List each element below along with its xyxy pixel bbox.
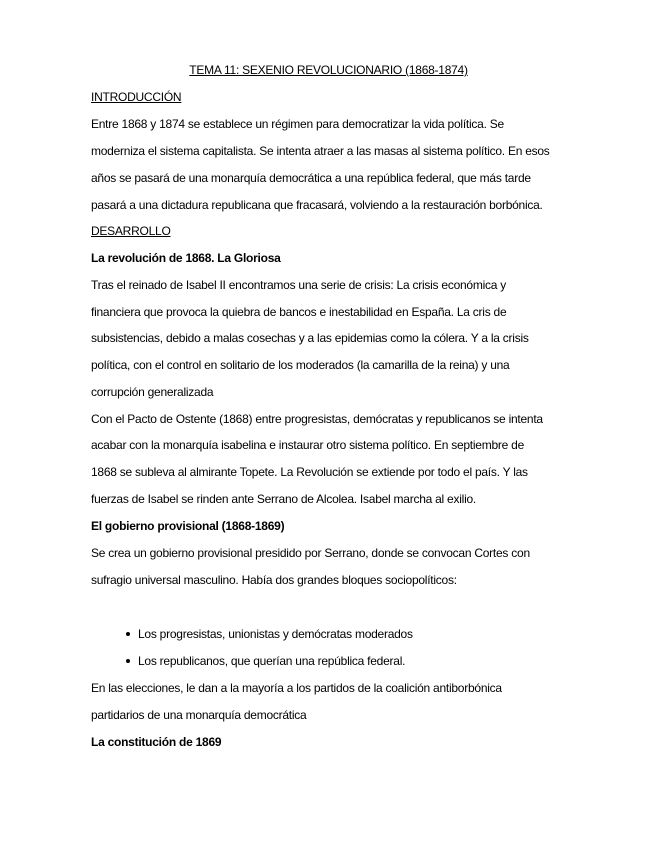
intro-line: años se pasará de una monarquía democrática a una república federal, que más tarde	[91, 171, 531, 185]
intro-line: moderniza el sistema capitalista. Se intenta atraer a las masas al sistema político. En esos	[91, 144, 550, 158]
bullet-icon	[126, 632, 130, 636]
intro-line: pasará a una dictadura republicana que fracasará, volviendo a la restauración borbónica.	[91, 198, 543, 212]
body-line: partidarios de una monarquía democrática	[91, 708, 307, 722]
intro-line: Entre 1868 y 1874 se establece un régimen para democratizar la vida política. Se	[91, 117, 504, 131]
body-line: financiera que provoca la quiebra de bancos e inestabilidad en España. La cris de	[91, 305, 507, 319]
body-line: corrupción generalizada	[91, 385, 214, 399]
body-line: subsistencias, debido a malas cosechas y a las epidemias como la cólera. Y a la crisis	[91, 331, 529, 345]
section-heading-provisional-government: El gobierno provisional (1868-1869)	[91, 519, 285, 533]
body-line: fuerzas de Isabel se rinden ante Serrano de Alcolea. Isabel marcha al exilio.	[91, 492, 476, 506]
body-line: Con el Pacto de Ostente (1868) entre progresistas, demócratas y republicanos se intenta	[91, 412, 543, 426]
development-heading: DESARROLLO	[91, 224, 171, 238]
body-line: Se crea un gobierno provisional presidido por Serrano, donde se convocan Cortes con	[91, 546, 530, 560]
bullet-item: Los republicanos, que querían una república federal.	[138, 654, 406, 668]
bullet-item: Los progresistas, unionistas y demócratas moderados	[138, 627, 413, 641]
body-line: acabar con la monarquía isabelina e instaurar otro sistema político. En septiembre de	[91, 438, 524, 452]
body-line: sufragio universal masculino. Había dos grandes bloques sociopolíticos:	[91, 573, 457, 587]
section-heading-constitution: La constitución de 1869	[91, 735, 222, 749]
body-line: En las elecciones, le dan a la mayoría a los partidos de la coalición antiborbónica	[91, 681, 502, 695]
body-line: política, con el control en solitario de los moderados (la camarilla de la reina) y una	[91, 358, 510, 372]
body-line: 1868 se subleva al almirante Topete. La Revolución se extiende por todo el país. Y las	[91, 465, 528, 479]
body-line: Tras el reinado de Isabel II encontramos una serie de crisis: La crisis económica y	[91, 278, 507, 292]
section-heading-revolution: La revolución de 1868. La Gloriosa	[91, 251, 281, 265]
bullet-icon	[126, 659, 130, 663]
document-title: TEMA 11: SEXENIO REVOLUCIONARIO (1868-1874)	[189, 63, 468, 77]
intro-heading: INTRODUCCIÓN	[91, 90, 182, 104]
